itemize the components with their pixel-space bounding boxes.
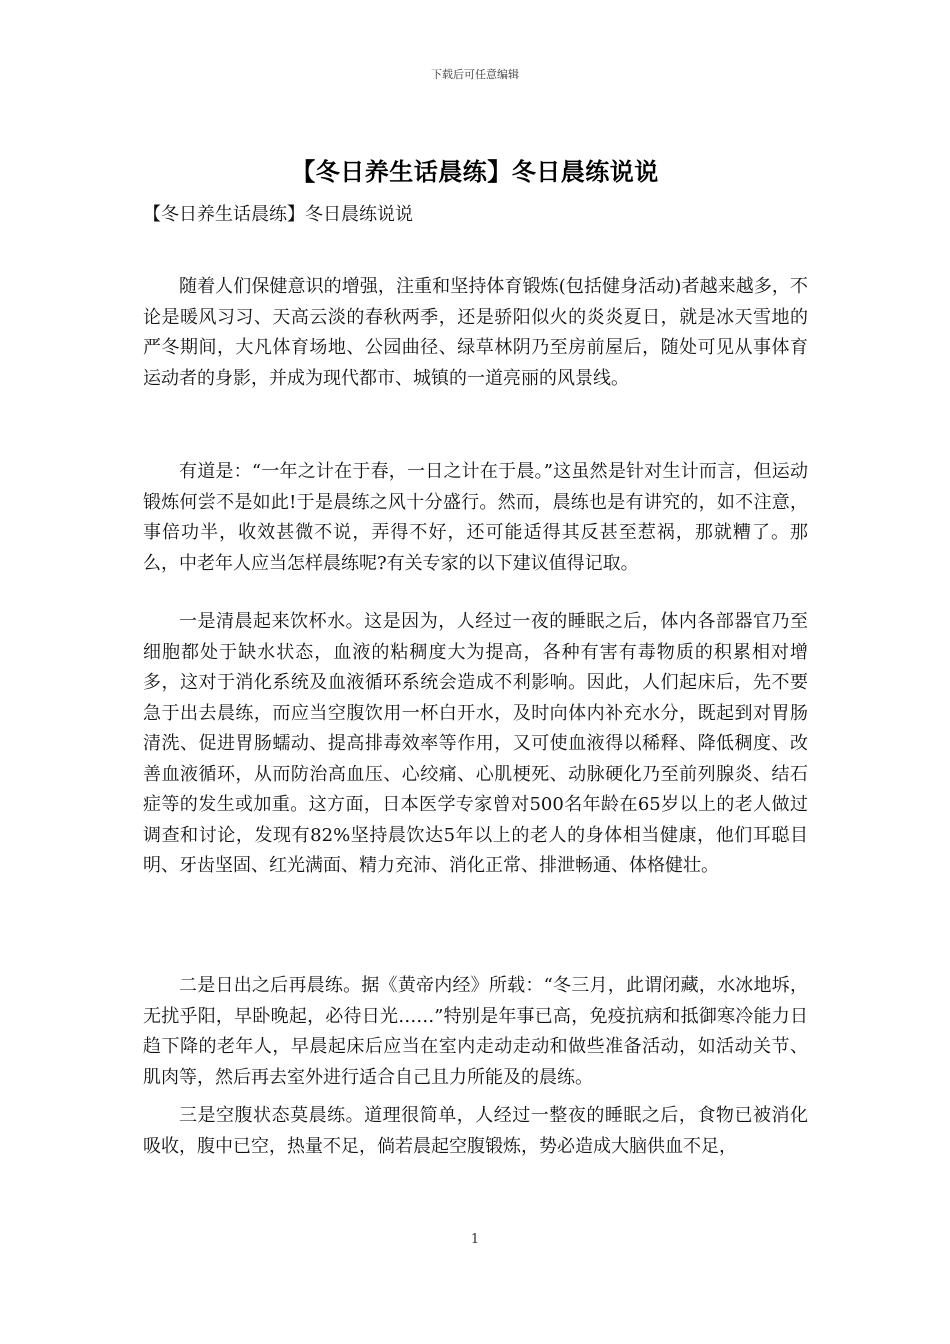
paragraph-after-sunrise: 二是日出之后再晨练。据《黄帝内经》所载：“冬三月，此谓闭藏，水冰地坼，无扰乎阳，早卧晚起，必待日光……”特别是年事已高，免疫抗病和抵御寒冷能力日趋下降的老年人，早晨起床后应当在室内走动走动和做些准备活动，如活动关节、肌肉等，然后再去室外进行适合自己且力所能及的晨练。 (143, 975, 808, 1088)
header-note: 下载后可任意编辑 (431, 68, 519, 81)
paragraph-empty-stomach: 三是空腹状态莫晨练。道理很简单，人经过一整夜的睡眠之后，食物已被消化吸收，腹中已空，热量不足，倘若晨起空腹锻炼，势必造成大脑供血不足， (143, 1105, 808, 1157)
paragraph-drink-water: 一是清晨起来饮杯水。这是因为，人经过一夜的睡眠之后，体内各部器官乃至细胞都处于缺水状态，血液的粘稠度大为提高，各种有害有毒物质的积累相对增多，这对于消化系统及血液循环系统会造成不利影响。因此，人们起床后，先不要急于出去晨练，而应当空腹饮用一杯白开水，及时向体内补充水分，既起到对胃肠清洗、促进胃肠蠕动、提高排毒效率等作用，又可使血液得以稀释、降低稠度、改善血液循环，从而防治高血压、心绞痛、心肌梗死、动脉硬化乃至前列腺炎、结石症等的发生或加重。这方面，日本医学专家曾对500名年龄在65岁以上的老人做过调查和讨论，发现有82%坚持晨饮达5年以上的老人的身体相当健康，他们耳聪目明、牙齿坚固、红光满面、精力充沛、消化正常、排泄畅通、体格健壮。 (143, 611, 808, 876)
paragraph-saying: 有道是：“一年之计在于春，一日之计在于晨。”这虽然是针对生计而言，但运动锻炼何尝不是如此!于是晨练之风十分盛行。然而，晨练也是有讲究的，如不注意，事倍功半，收效甚微不说，弄得不好，还可能适得其反甚至惹祸，那就糟了。那么，中老年人应当怎样晨练呢?有关专家的以下建议值得记取。 (143, 461, 808, 574)
paragraph-intro: 随着人们保健意识的增强，注重和坚持体育锻炼(包括健身活动)者越来越多，不论是暖风习习、天高云淡的春秋两季，还是骄阳似火的炎炎夏日，就是冰天雪地的严冬期间，大凡体育场地、公园曲径、绿草林阴乃至房前屋后，随处可见从事体育运动者的身影，并成为现代都市、城镇的一道亮丽的风景线。 (143, 276, 808, 389)
page-number: 1 (470, 1232, 480, 1247)
document-subtitle: 【冬日养生话晨练】冬日晨练说说 (143, 204, 413, 225)
document-title: 【冬日养生话晨练】冬日晨练说说 (291, 157, 659, 186)
